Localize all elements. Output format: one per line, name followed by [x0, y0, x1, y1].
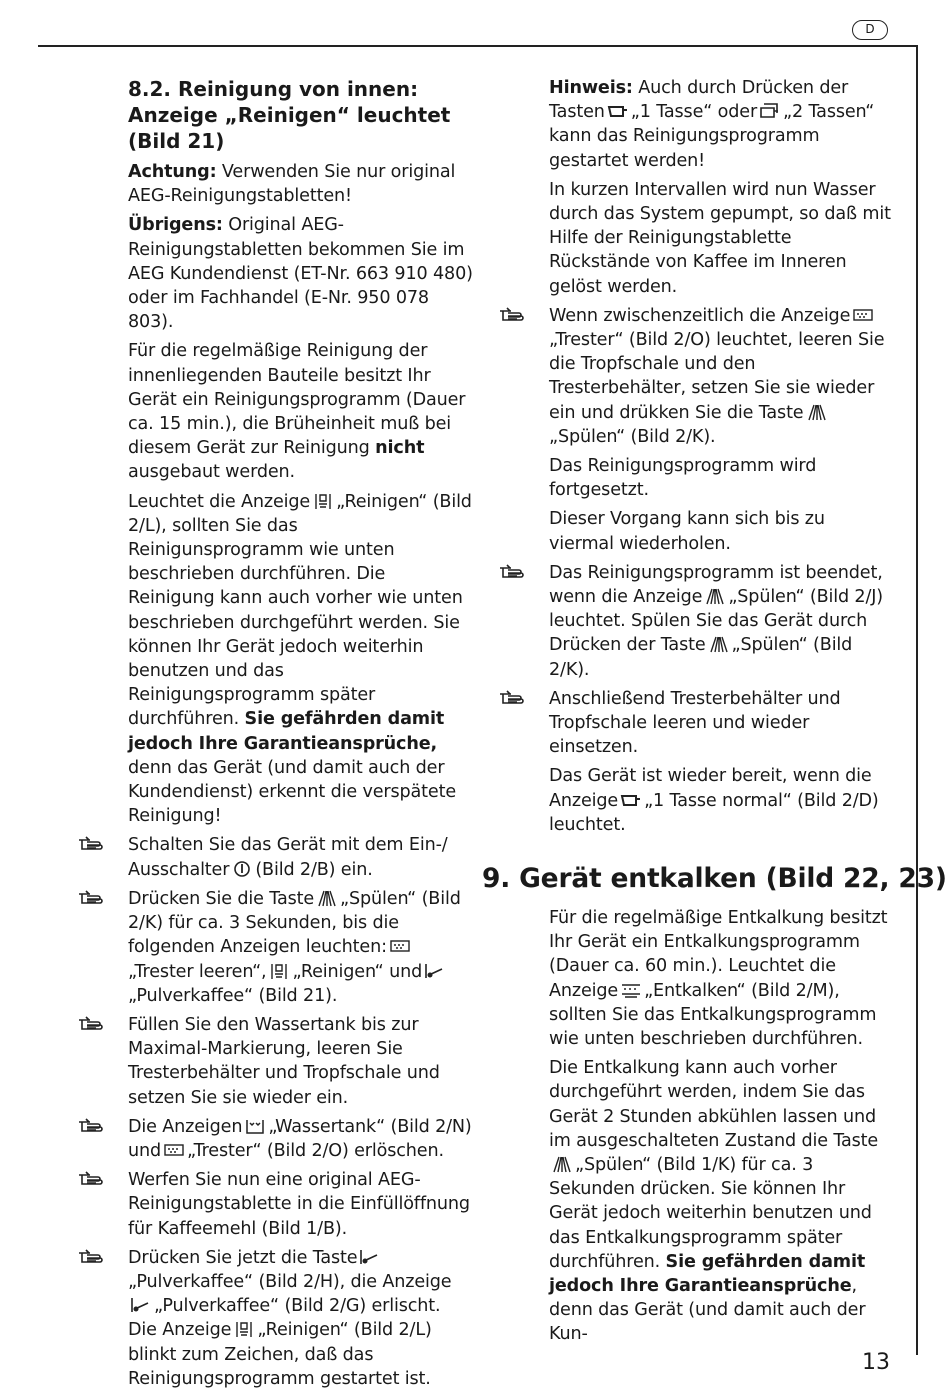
grounds-container-icon	[852, 306, 874, 324]
step-text: Wenn zwischenzeitlich die Anzeige	[549, 305, 851, 326]
label-uebrigens: Übrigens:	[128, 215, 223, 236]
step-text: „Pulverkaffee“ (Bild 21).	[128, 985, 338, 1006]
step-text: Füllen Sie den Wassertank bis zur Maximal-Markierung, leeren Sie Tresterbehälter und Tropfschale und setzen Sie sie wieder ein.	[128, 1014, 440, 1108]
cleaning-icon	[312, 492, 334, 510]
water-tank-icon	[244, 1117, 266, 1135]
section-heading-9: 9. Gerät entkalken (Bild 22, 23)	[482, 863, 947, 894]
text-hinweis-a: Auch durch Drücken der Tasten	[549, 78, 849, 123]
text-leuchtet-b: „Reinigen“ (Bild 2/L), sollten Sie das Reinigunsprogramm wie unten beschrieben durchführen. Die Reinigung kann auch vorher wie unten beschrieben durchgeführt werden. Sie können Ihr Gerät jedoch weiterhin benutzen und das Reinigungsprogramm später durchführen.	[128, 491, 472, 730]
step-text: „Trester“ (Bild 2/O) erlöschen.	[187, 1140, 444, 1161]
step-text: Schalten Sie das Gerät mit dem Ein-/ Ausschalter	[128, 835, 448, 880]
paragraph-achtung	[128, 160, 473, 208]
text-regel-bold: nicht	[375, 438, 425, 459]
text-entkalk2-b: „Spülen“ (Bild 1/K) für ca. 3 Sekunden drücken. Sie können Ihr Gerät jedoch weiterhin benutzen und das Entkalkungsprogramm später durchführen.	[549, 1155, 872, 1272]
step-empty-containers	[549, 687, 894, 760]
text-regel-a: Für die regelmäßige Reinigung der innenliegenden Bauteile besitzt Ihr Gerät ein Reinigungsprogramm (Dauer ca. 15 min.), die Brüheinheit muß bei diesem Gerät zur Reinigung	[128, 341, 466, 459]
paragraph-leuchtet	[128, 490, 473, 829]
pointing-hand-icon	[499, 305, 527, 323]
paragraph-viermal: Dieser Vorgang kann sich bis zu viermal wiederholen.	[549, 509, 825, 554]
text-leuchtet-bold: Sie gefährden damit jedoch Ihre Garantieansprüche,	[128, 709, 445, 754]
rinse-icon	[704, 587, 726, 605]
power-icon	[231, 860, 253, 878]
one-cup-icon	[620, 791, 642, 809]
pointing-hand-icon	[78, 888, 106, 906]
rinse-icon	[708, 635, 730, 653]
section-heading-8-2: 8.2. Reinigung von innen: Anzeige „Reinigen“ leuchtet (Bild 21)	[128, 77, 451, 153]
text-entkalk2-c: , denn das Gerät (und damit auch der Kun-	[549, 1276, 866, 1345]
step-grounds-lit	[549, 304, 894, 449]
rinse-icon	[551, 1155, 573, 1173]
pointing-hand-icon	[78, 1014, 106, 1032]
step-text: „Pulverkaffee“ (Bild 2/H), die Anzeige	[128, 1271, 452, 1292]
paragraph-regelmaessig	[128, 339, 473, 484]
step-text: (Bild 2/B) ein.	[255, 859, 373, 880]
text-entkalk1-a: Für die regelmäßige Entkalkung besitzt Ihr Gerät ein Entkalkungsprogramm (Dauer ca. 60 min.). Leuchtet die Anzeige	[549, 908, 888, 1001]
language-badge: D	[852, 20, 888, 40]
text-bereit-a: Das Gerät ist wieder bereit, wenn die Anzeige	[549, 766, 872, 811]
top-rule	[38, 45, 918, 47]
label-hinweis: Hinweis:	[549, 78, 633, 98]
step-text: „Trester“ (Bild 2/O) leuchtet, leeren Sie die Tropfschale und den Tresterbehälter, setzen Sie sie wieder ein und drükken Sie die Taste	[549, 330, 885, 423]
pointing-hand-icon	[78, 834, 106, 852]
paragraph-bereit	[549, 764, 894, 837]
one-cup-icon	[607, 102, 629, 120]
text-entkalk1-b: „Entkalken“ (Bild 2/M), sollten Sie das Entkalkungsprogramm wie unten beschrieben durchführen.	[549, 980, 877, 1050]
step-press-rinse	[128, 887, 473, 1008]
two-cups-icon	[759, 102, 781, 120]
step-insert-tablet	[128, 1168, 473, 1241]
step-text: Drücken Sie jetzt die Taste	[128, 1247, 358, 1268]
step-text: Die Anzeigen	[128, 1116, 243, 1137]
step-text: „Wassertank“ (Bild 2/N) und	[128, 1116, 472, 1161]
step-program-finished	[549, 561, 894, 682]
paragraph-hinweis	[549, 76, 894, 173]
cleaning-icon	[233, 1320, 255, 1338]
right-column	[549, 76, 894, 842]
paragraph-intervalle: In kurzen Intervallen wird nun Wasser durch das System gepumpt, so daß mit Hilfe der Reinigungstablette Rückstände von Kaffee im Inneren gelöst werden.	[549, 179, 891, 297]
grounds-container-icon	[163, 1141, 185, 1159]
step-text: Werfen Sie nun eine original AEG-Reinigungstablette in die Einfüllöffnung für Kaffeemehl (Bild 1/B).	[128, 1170, 470, 1239]
step-text: „Reinigen“ und	[292, 961, 423, 982]
step-fill-tank	[128, 1013, 473, 1110]
pointing-hand-icon	[499, 562, 527, 580]
step-switch-on	[128, 833, 473, 881]
text-bereit-b: „1 Tasse normal“ (Bild 2/D) leuchtet.	[549, 790, 879, 835]
paragraph-entkalkung-1	[549, 906, 894, 1051]
cleaning-icon	[268, 962, 290, 980]
powder-coffee-icon	[359, 1248, 381, 1266]
step-text: Das Reinigungsprogramm ist beendet, wenn die Anzeige	[549, 562, 883, 608]
pointing-hand-icon	[78, 1247, 106, 1265]
step-text: „Spülen“ (Bild 2/K).	[549, 635, 853, 680]
paragraph-fortgesetzt: Das Reinigungsprogramm wird fortgesetzt.	[549, 456, 817, 501]
page-number: 13	[862, 1350, 890, 1375]
step-text: „Pulverkaffee“ (Bild 2/G) erlischt. Die Anzeige	[128, 1296, 441, 1341]
powder-coffee-icon	[130, 1296, 152, 1314]
side-rule	[916, 45, 918, 1355]
text-entkalk2-bold: Sie gefährden damit jedoch Ihre Garantieansprüche	[549, 1251, 866, 1297]
pointing-hand-icon	[499, 688, 527, 706]
step-text: „Spülen“ (Bild 2/K).	[549, 426, 716, 447]
step-text: Anschließend Tresterbehälter und Tropfschale leeren und wieder einsetzen.	[549, 688, 841, 758]
text-regel-b: ausgebaut werden.	[128, 462, 296, 483]
paragraph-uebrigens	[128, 213, 473, 334]
paragraph-entkalkung-2	[549, 1056, 894, 1346]
step-text: Drücken Sie die Taste	[128, 888, 315, 909]
text-hinweis-c: „2 Tassen“ kann das Reinigungsprogramm gestartet werden!	[549, 102, 875, 171]
rinse-icon	[316, 889, 338, 907]
pointing-hand-icon	[78, 1169, 106, 1187]
step-text: „Spülen“ (Bild 2/K) für ca. 3 Sekunden, bis die folgenden Anzeigen leuchten:	[128, 888, 461, 958]
descale-icon	[620, 981, 642, 999]
text-uebrigens: Original AEG-Reinigungstabletten bekommen Sie im AEG Kundendienst (ET-Nr. 663 910 480) oder im Fachhandel (E-Nr. 950 078 803).	[128, 215, 473, 333]
text-leuchtet-c: denn das Gerät (und damit auch der Kundendienst) erkennt die verspätete Reinigung!	[128, 757, 456, 827]
step-text: „Reinigen“ (Bild 2/L) blinkt zum Zeichen, daß das Reinigungsprogramm gestartet ist.	[128, 1320, 432, 1389]
powder-coffee-icon	[424, 962, 446, 980]
grounds-container-icon	[389, 937, 411, 955]
text-hinweis-b: „1 Tasse“ oder	[630, 102, 758, 123]
text-entkalk2-a: Die Entkalkung kann auch vorher durchgeführt werden, indem Sie das Gerät 2 Stunden abkühlen lassen und im ausgeschalteten Zustand die Taste	[549, 1058, 879, 1151]
step-text: „Trester leeren“,	[128, 961, 267, 982]
step-text: „Spülen“ (Bild 2/J) leuchtet. Spülen Sie das Gerät durch Drücken der Taste	[549, 587, 883, 656]
label-achtung: Achtung:	[128, 162, 217, 182]
left-column	[128, 76, 473, 1396]
step-press-powder	[128, 1246, 473, 1391]
step-indicators-off	[128, 1115, 473, 1163]
pointing-hand-icon	[78, 1116, 106, 1134]
text-leuchtet-a: Leuchtet die Anzeige	[128, 491, 311, 512]
text-achtung: Verwenden Sie nur original AEG-Reinigungstabletten!	[128, 162, 456, 207]
rinse-icon	[806, 403, 828, 421]
right-column-section-9	[549, 906, 894, 1352]
